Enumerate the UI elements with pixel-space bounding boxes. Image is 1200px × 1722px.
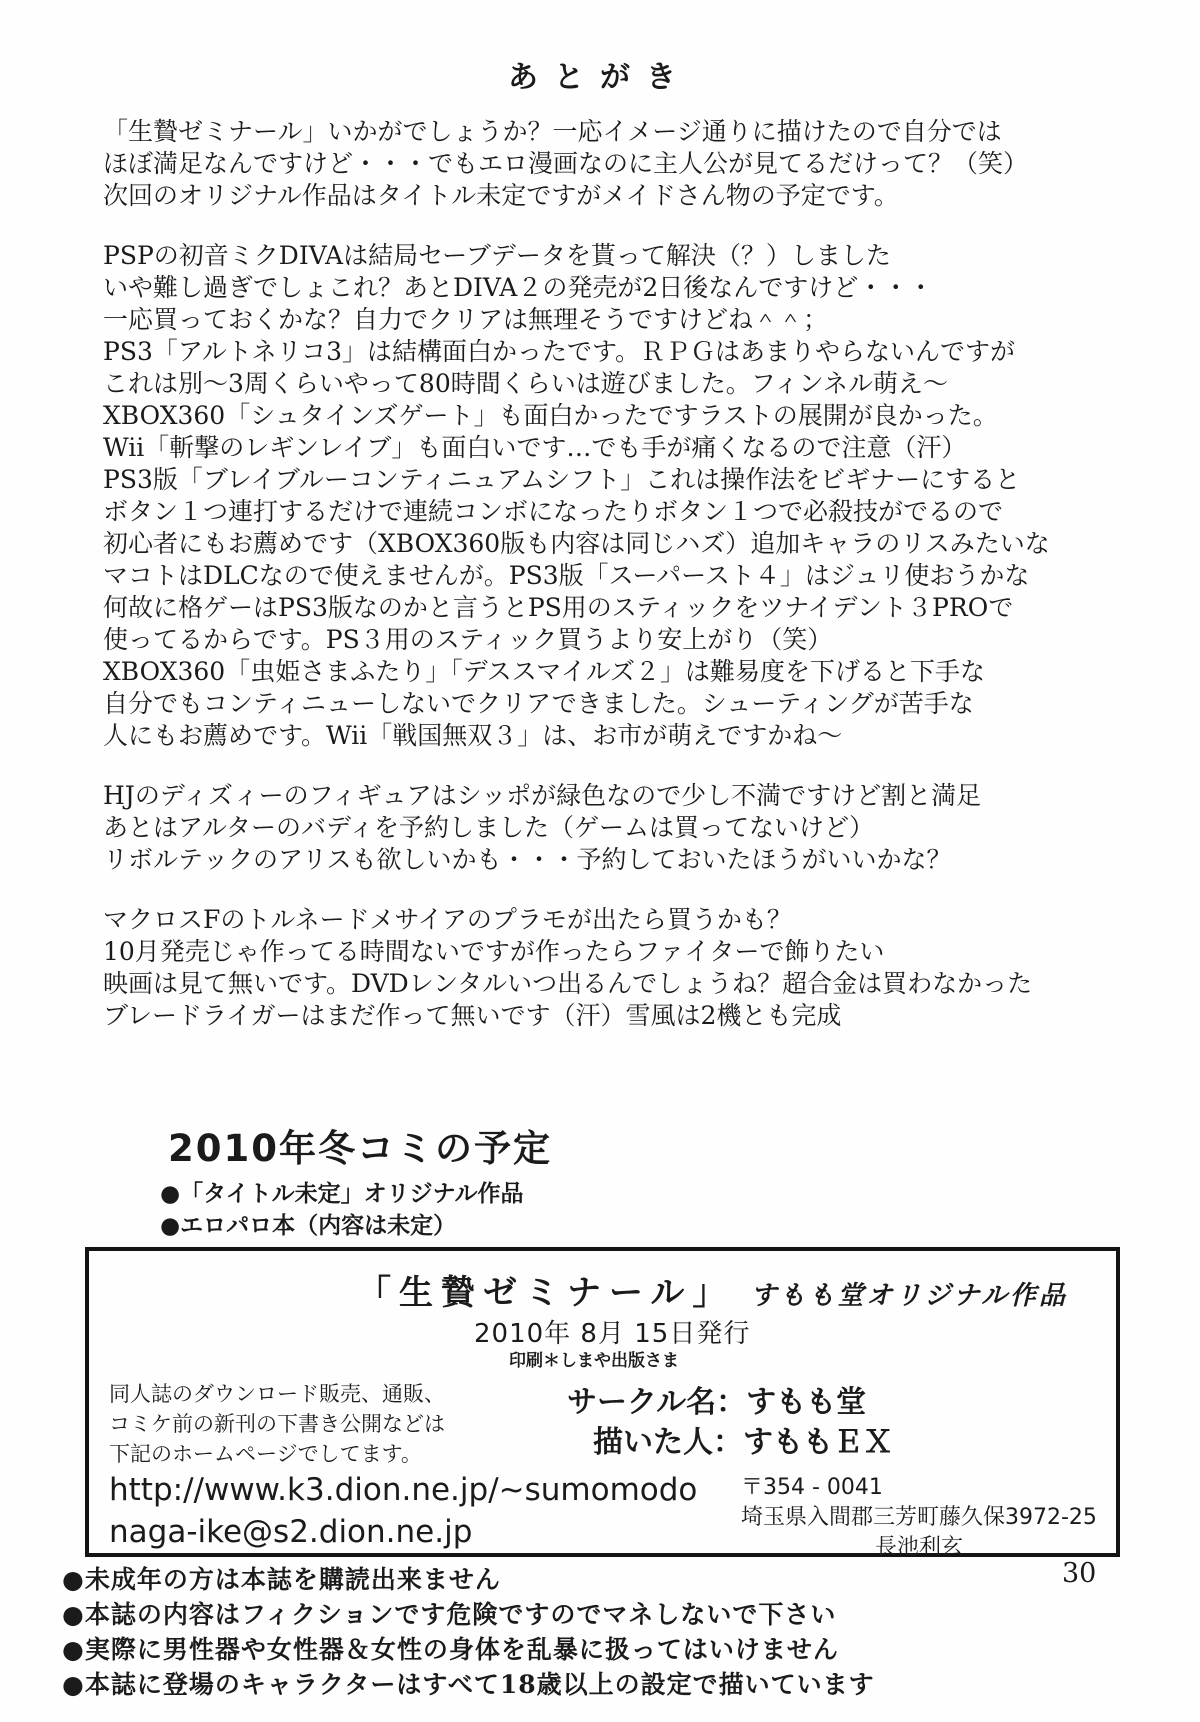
text-line: 一応買っておくかな？自力でクリアは無理そうですけどね＾＾； <box>103 305 829 334</box>
text-line: ●「タイトル未定」オリジナル作品 <box>160 1181 524 1207</box>
text-line: 何故に格ゲーはPS3版なのかと言うとPS用のスティックをツナイデント３PROで <box>103 593 1014 622</box>
text-line: ●エロパロ本（内容は未定） <box>160 1213 457 1239</box>
homepage-note <box>109 1379 445 1469</box>
text-line: コミケ前の新刊の下書き公開などは <box>109 1412 445 1436</box>
text-line: HJのディズィーのフィギュアはシッポが緑色なので少し不満ですけど割と満足 <box>103 781 982 810</box>
contact-links <box>109 1469 697 1553</box>
text-line: PS3「アルトネリコ3」は結構面白かったです。ＲＰＧはあまりやらないんですが <box>103 337 1016 366</box>
text-line: これは別～3周くらいやって80時間くらいは遊びました。フィンネル萌え～ <box>103 369 948 398</box>
text-line: ブレードライガーはまだ作って無いです（汗）雪風は2機とも完成 <box>103 1001 842 1030</box>
postal-code: 〒354 - 0041 <box>741 1475 883 1500</box>
text-line: 使ってるからです。PS３用のスティック買うより安上がり（笑） <box>103 625 833 654</box>
postal-address-block <box>741 1473 1097 1563</box>
text-line: ほぼ満足なんですけど・・・でもエロ漫画なのに主人公が見てるだけって？（笑） <box>103 149 1029 178</box>
text-line: PS3版「ブレイブルーコンティニュアムシフト」これは操作法をビギナーにすると <box>103 465 1021 494</box>
text-line: ●未成年の方は本誌を購読出来ません <box>62 1565 501 1594</box>
text-line: リボルテックのアリスも欲しいかも・・・予約しておいたほうがいいかな？ <box>103 845 952 874</box>
winter-comiket-heading: 2010年冬コミの予定 <box>168 1127 552 1170</box>
colophon-title-row <box>357 1265 1068 1314</box>
disclaimer-list <box>62 1562 875 1702</box>
text-line: 人にもお薦めです。Wii「戦国無双３」は、お市が萌えですかね～ <box>103 721 843 750</box>
text-line: 映画は見て無いです。DVDレンタルいつ出るんでしょうね？超合金は買わなかった <box>103 969 1033 998</box>
afterword-paragraph <box>103 116 1113 212</box>
artist-name: 描いた人：すももＥＸ <box>593 1425 893 1460</box>
circle-credits <box>567 1383 893 1463</box>
publish-date: 2010年 8月 15日発行 <box>474 1319 751 1349</box>
text-line: ●本誌に登場のキャラクターはすべて18歳以上の設定で描いています <box>62 1670 875 1699</box>
afterword-paragraph <box>103 780 1113 876</box>
afterword-body <box>103 116 1113 1060</box>
text-line: 初心者にもお薦めです（XBOX360版も内容は同じハズ）追加キャラのリスみたいな <box>103 529 1050 558</box>
text-line: XBOX360「虫姫さまふたり」「デススマイルズ２」は難易度を下げると下手な <box>103 657 985 686</box>
afterword-paragraph <box>103 240 1113 752</box>
text-line: いや難し過ぎでしょこれ？あとDIVA２の発売が2日後なんですけど・・・ <box>103 273 934 302</box>
colophon-box <box>85 1247 1120 1560</box>
text-line: あとはアルターのバディを予約しました（ゲームは買ってないけど） <box>103 813 875 842</box>
text-line: 下記のホームページでしてます。 <box>109 1442 422 1466</box>
text-line: XBOX360「シュタインズゲート」も面白かったですラストの展開が良かった。 <box>103 401 998 430</box>
printer-credit: 印刷＊しまや出版さま <box>509 1351 679 1371</box>
page-title: あとがき <box>508 60 692 95</box>
text-line: Wii「斬撃のレギンレイブ」も面白いです…でも手が痛くなるので注意（汗） <box>103 433 967 462</box>
text-line: ●実際に男性器や女性器＆女性の身体を乱暴に扱ってはいけません <box>62 1635 839 1664</box>
winter-comiket-items <box>160 1178 523 1242</box>
book-title-suffix: すもも堂オリジナル作品 <box>750 1281 1069 1311</box>
book-title: 「生贄ゼミナール」 <box>357 1273 735 1313</box>
text-line: PSPの初音ミクDIVAは結局セーブデータを貰って解決（？）しました <box>103 241 891 270</box>
homepage-url: http://www.k3.dion.ne.jp/~sumomodo <box>109 1472 698 1508</box>
text-line: 10月発売じゃ作ってる時間ないですが作ったらファイターで飾りたい <box>103 937 885 966</box>
text-line: ●本誌の内容はフィクションです危険ですのでマネしないで下さい <box>62 1600 837 1629</box>
text-line: 同人誌のダウンロード販売、通販、 <box>109 1382 445 1406</box>
email-address: naga-ike@s2.dion.ne.jp <box>109 1514 473 1550</box>
page-number: 30 <box>1062 1558 1097 1589</box>
street-address: 埼玉県入間郡三芳町藤久保3972-25 <box>741 1505 1097 1530</box>
text-line: 自分でもコンティニューしないでクリアできました。シューティングが苦手な <box>103 689 974 718</box>
text-line: マコトはDLCなので使えませんが。PS3版「スーパースト４」はジュリ使おうかな <box>103 561 1030 590</box>
circle-name: サークル名：すもも堂 <box>567 1385 867 1420</box>
afterword-paragraph <box>103 904 1113 1032</box>
text-line: 次回のオリジナル作品はタイトル未定ですがメイドさん物の予定です。 <box>103 181 899 210</box>
text-line: マクロスFのトルネードメサイアのプラモが出たら買うかも？ <box>103 905 792 934</box>
text-line: 「生贄ゼミナール」いかがでしょうか？一応イメージ通りに描けたので自分では <box>103 117 1002 146</box>
text-line: ボタン１つ連打するだけで連続コンボになったりボタン１つで必殺技がでるので <box>103 497 1004 526</box>
contact-person: 長池利玄 <box>874 1535 963 1560</box>
